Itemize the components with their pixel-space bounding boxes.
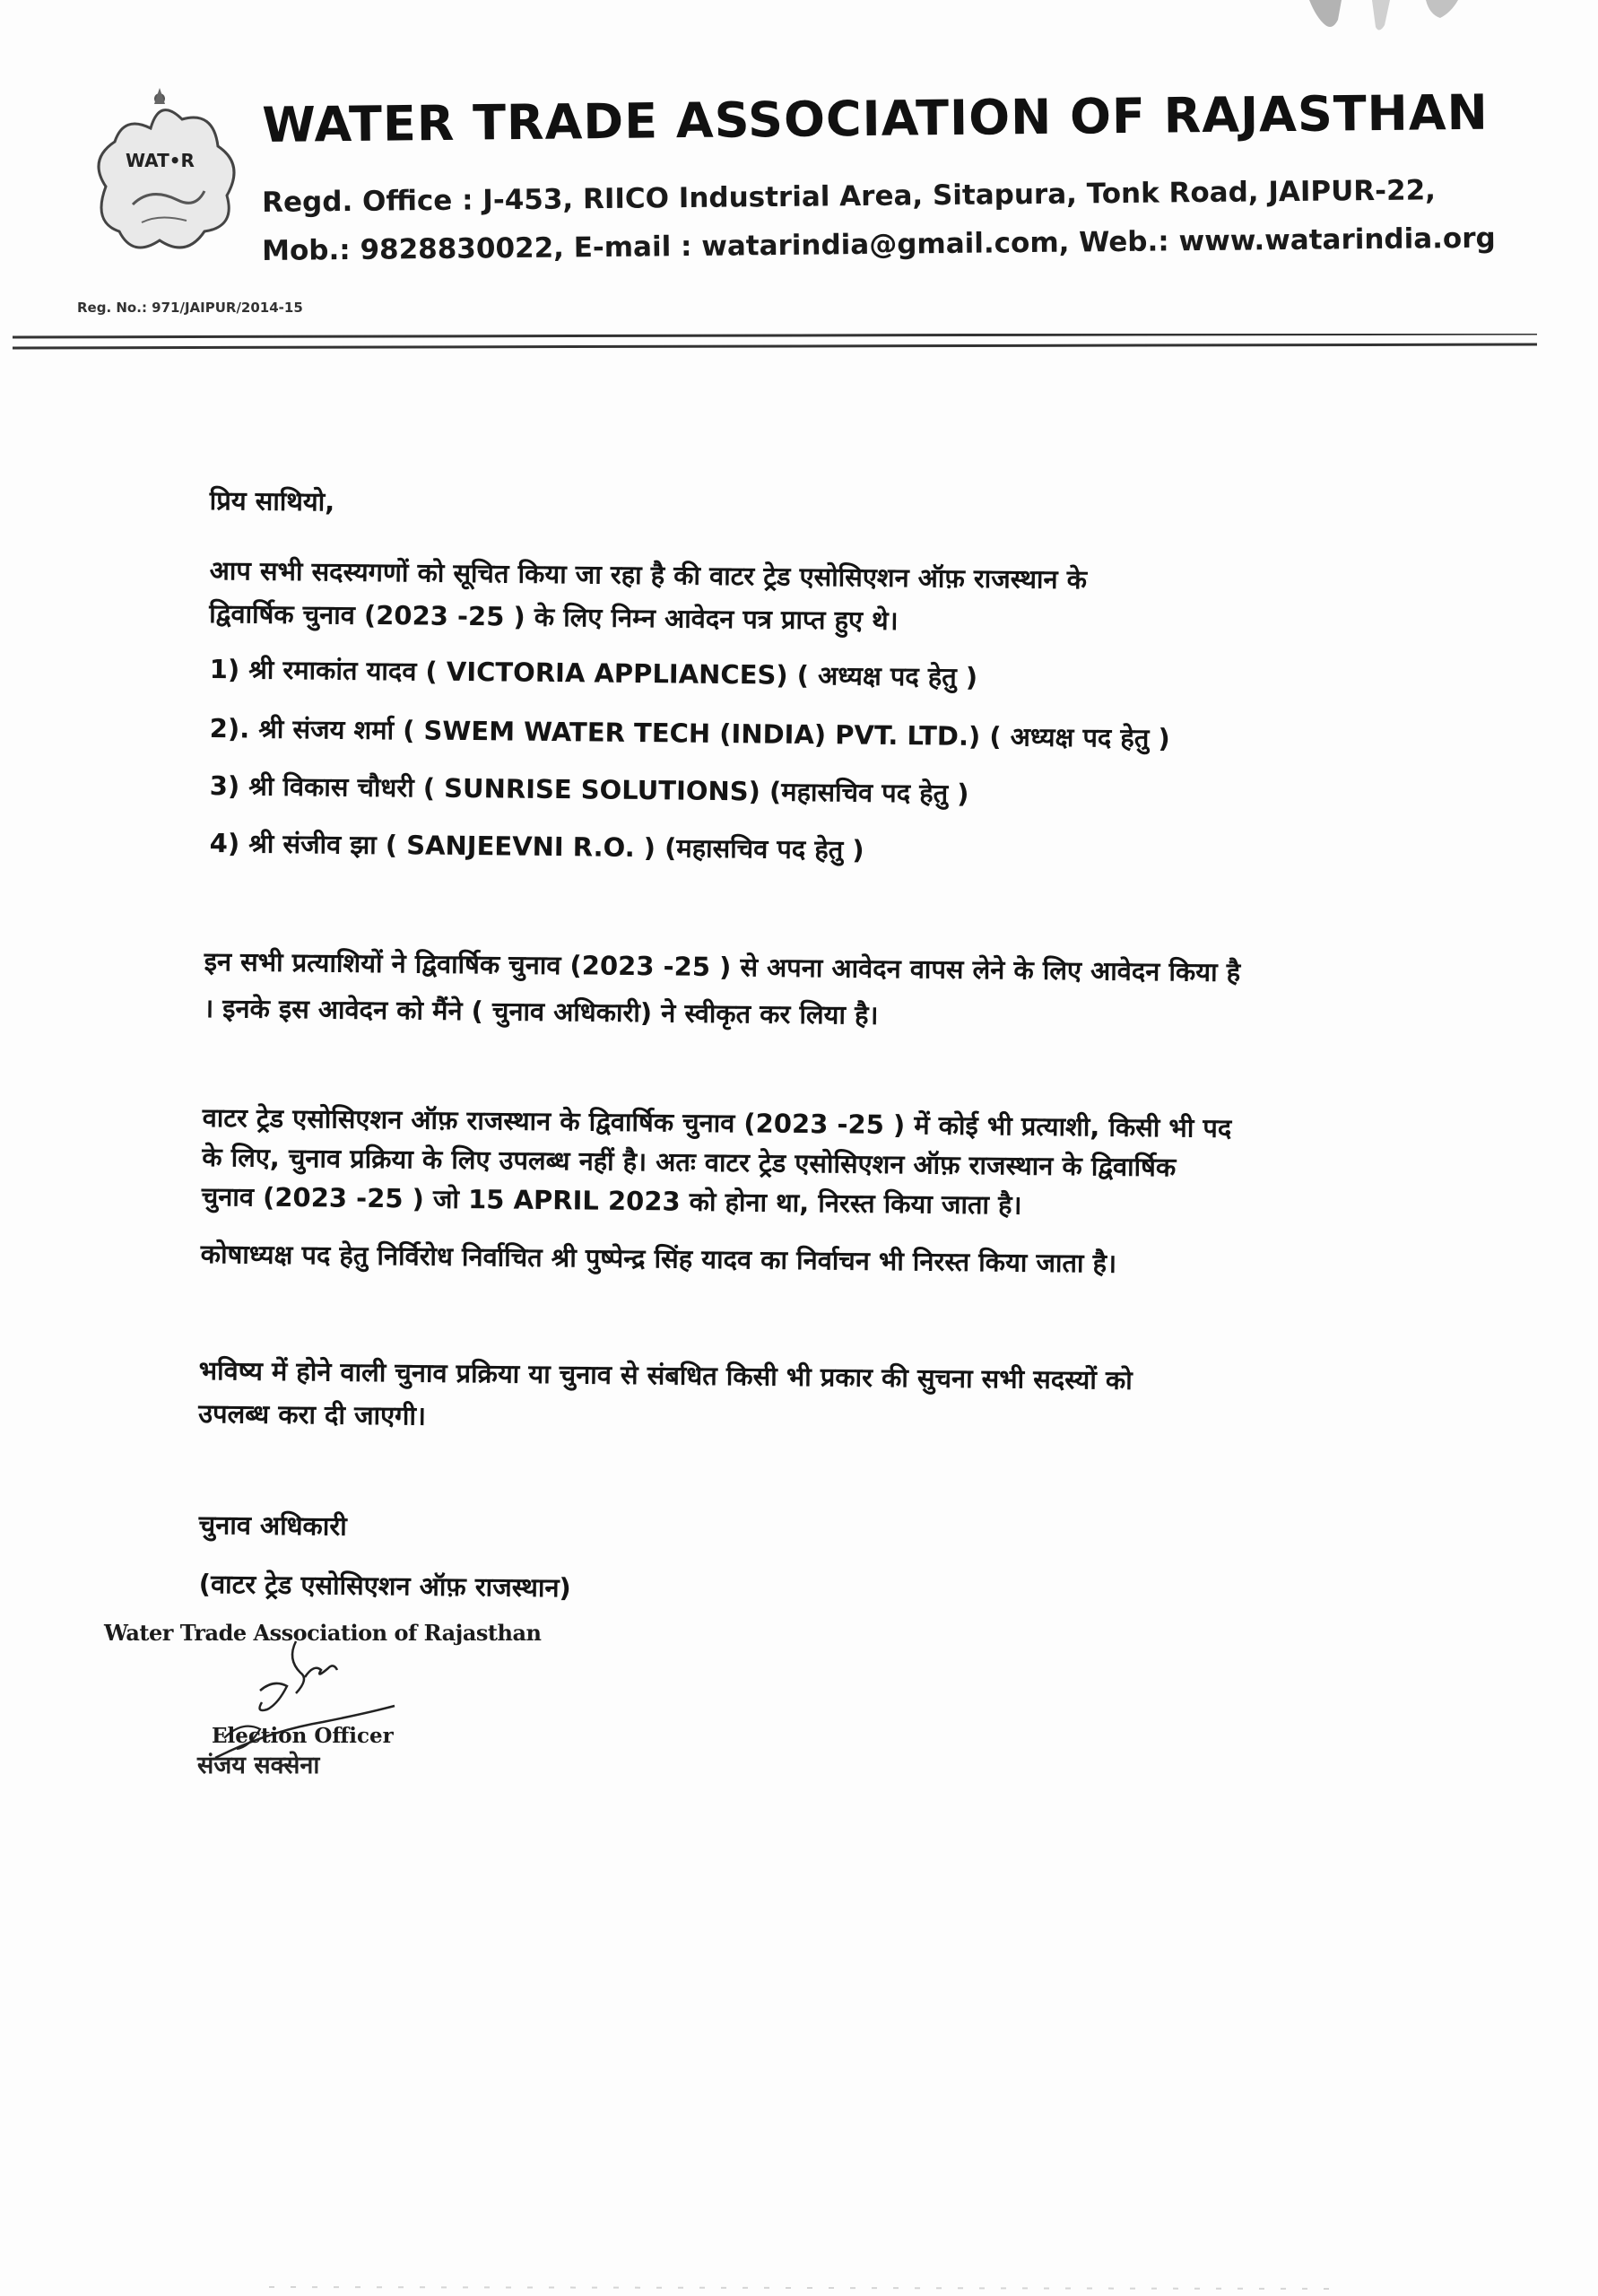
future-notice-line: उपलब्ध करा दी जाएगी।: [198, 1397, 427, 1431]
withdrawal-paragraph: [204, 938, 1240, 1042]
cancellation-line: वाटर ट्रेड एसोसिएशन ऑफ़ राजस्थान के द्विवार्षिक चुनाव (2023 -25 ) में कोई भी प्रत्याशी, किसी भी पद: [202, 1101, 1232, 1144]
withdrawal-line: इन सभी प्रत्याशियों ने द्विवार्षिक चुनाव (2023 -25 ) से अपना आवेदन वापस लेने के लिए आवेदन किया है: [204, 945, 1241, 988]
header-rule: [13, 334, 1537, 355]
scan-smudge: [1291, 0, 1471, 39]
future-notice-paragraph: [198, 1349, 1133, 1445]
application-item: 1) श्री रमाकांत यादव ( VICTORIA APPLIANCES) ( अध्यक्ष पद हेतु ): [209, 653, 978, 692]
cancellation-line: चुनाव (2023 -25 ) जो 15 APRIL 2023 को होना था, निरस्त किया जाता है।: [201, 1180, 1022, 1221]
future-notice-line: भविष्य में होने वाली चुनाव प्रक्रिया या चुनाव से संबधित किसी भी प्रकार की सुचना सभी सदस्यों को: [198, 1354, 1133, 1396]
stamp-role: Election Officer: [212, 1724, 394, 1748]
association-logo: [70, 79, 249, 272]
officer-organization: (वाटर ट्रेड एसोसिएशन ऑफ़ राजस्थान): [198, 1568, 571, 1604]
intro-line: द्विवार्षिक चुनाव (2023 -25 ) के लिए निम्न आवेदन पत्र प्राप्त हुए थे।: [209, 597, 899, 637]
registration-number: Reg. No.: 971/JAIPUR/2014-15: [77, 300, 303, 316]
cancellation-paragraph: [202, 1098, 1232, 1227]
scan-edge-noise: [0, 2260, 1598, 2296]
application-item: 3) श्री विकास चौधरी ( SUNRISE SOLUTIONS) (महासचिव पद हेतु ): [209, 770, 969, 809]
contact-details: Mob.: 9828830022, E-mail : watarindia@gmail.com, Web.: www.watarindia.org: [262, 222, 1496, 267]
intro-paragraph: [209, 549, 1087, 644]
logo-text: WAT•R: [126, 150, 195, 171]
cancellation-line: के लिए, चुनाव प्रक्रिया के लिए उपलब्ध नहीं है। अतः वाटर ट्रेड एसोसिएशन ऑफ़ राजस्थान के द्विवार्षिक: [202, 1141, 1177, 1183]
officer-title: चुनाव अधिकारी: [198, 1509, 347, 1542]
treasurer-paragraph: कोषाध्यक्ष पद हेतु निर्विरोध निर्वाचित श्री पुष्पेन्द्र सिंह यादव का निर्वाचन भी निरस्त किया जाता है।: [200, 1238, 1117, 1279]
withdrawal-line: । इनके इस आवेदन को मैंने ( चुनाव अधिकारी) ने स्वीकृत कर लिया है।: [204, 992, 879, 1031]
application-item: 4) श्री संजीव झा ( SANJEEVNI R.O. ) (महासचिव पद हेतु ): [209, 827, 864, 865]
organization-name: WATER TRADE ASSOCIATION OF RAJASTHAN: [262, 83, 1489, 153]
application-item: 2). श्री संजय शर्मा ( SWEM WATER TECH (INDIA) PVT. LTD.) ( अध्यक्ष पद हेतु ): [209, 712, 1170, 754]
salutation: प्रिय साथियो,: [209, 484, 335, 517]
stamp-name: संजय सक्सेना: [197, 1752, 320, 1779]
registered-office: Regd. Office : J-453, RIICO Industrial Area, Sitapura, Tonk Road, JAIPUR-22,: [262, 174, 1437, 219]
intro-line: आप सभी सदस्यगणों को सूचित किया जा रहा है की वाटर ट्रेड एसोसिएशन ऑफ़ राजस्थान के: [209, 554, 1088, 596]
stamp-organization: Water Trade Association of Rajasthan: [104, 1620, 542, 1646]
